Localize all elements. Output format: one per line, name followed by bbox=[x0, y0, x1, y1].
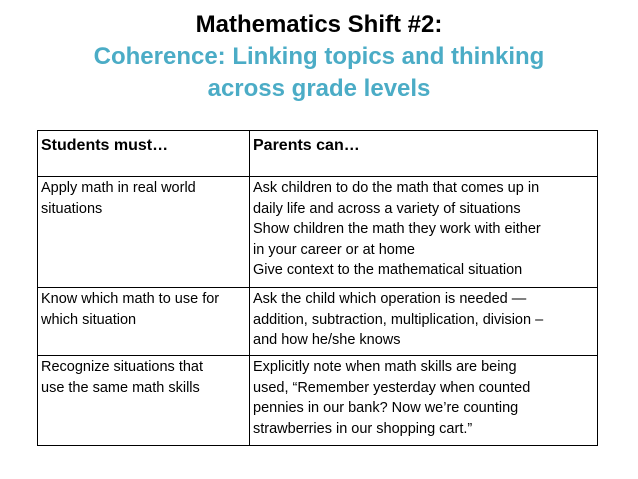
title-heading: Mathematics Shift #2: bbox=[195, 11, 443, 38]
cell-text-line: daily life and across a variety of situations bbox=[253, 200, 521, 217]
cell-text-line: which situation bbox=[41, 311, 137, 328]
cell-text-line: and how he/she knows bbox=[253, 332, 401, 348]
cell-text-line: Ask children to do the math that comes up in bbox=[253, 180, 540, 196]
header-parents-can: Parents can… bbox=[250, 131, 598, 177]
cell-text-line: used, “Remember yesterday when counted bbox=[253, 379, 531, 396]
table-row bbox=[38, 177, 598, 288]
cell-text-line: Know which math to use for bbox=[41, 291, 220, 307]
cell-text-line: situations bbox=[41, 200, 103, 217]
table-row bbox=[38, 288, 598, 356]
title-subheading-line-2: across grade levels bbox=[207, 75, 431, 102]
cell-text-line: pennies in our bank? Now we’re counting bbox=[253, 400, 519, 416]
header-students-must: Students must… bbox=[38, 131, 250, 177]
cell-text-line: addition, subtraction, multiplication, division – bbox=[253, 311, 544, 328]
cell-text-line: strawberries in our shopping cart.” bbox=[253, 420, 473, 437]
students-parents-table bbox=[37, 130, 598, 446]
students-cell bbox=[38, 288, 250, 356]
cell-text-line: Ask the child which operation is needed — bbox=[253, 291, 527, 307]
cell-text-line: Apply math in real world bbox=[41, 180, 196, 196]
cell-text-line: Explicitly note when math skills are being bbox=[253, 359, 517, 375]
cell-text-line: in your career or at home bbox=[253, 241, 415, 258]
parents-cell bbox=[250, 356, 598, 446]
table-header-row bbox=[38, 131, 598, 177]
students-cell bbox=[38, 177, 250, 288]
parents-cell bbox=[250, 288, 598, 356]
students-cell bbox=[38, 356, 250, 446]
title-subheading-line-1: Coherence: Linking topics and thinking bbox=[93, 43, 545, 70]
slide-title bbox=[0, 10, 638, 104]
cell-text-line: Give context to the mathematical situation bbox=[253, 262, 523, 278]
cell-text-line: Show children the math they work with either bbox=[253, 221, 541, 237]
cell-text-line: use the same math skills bbox=[41, 379, 200, 396]
cell-text-line: Recognize situations that bbox=[41, 359, 204, 375]
table-row bbox=[38, 356, 598, 446]
parents-cell bbox=[250, 177, 598, 288]
